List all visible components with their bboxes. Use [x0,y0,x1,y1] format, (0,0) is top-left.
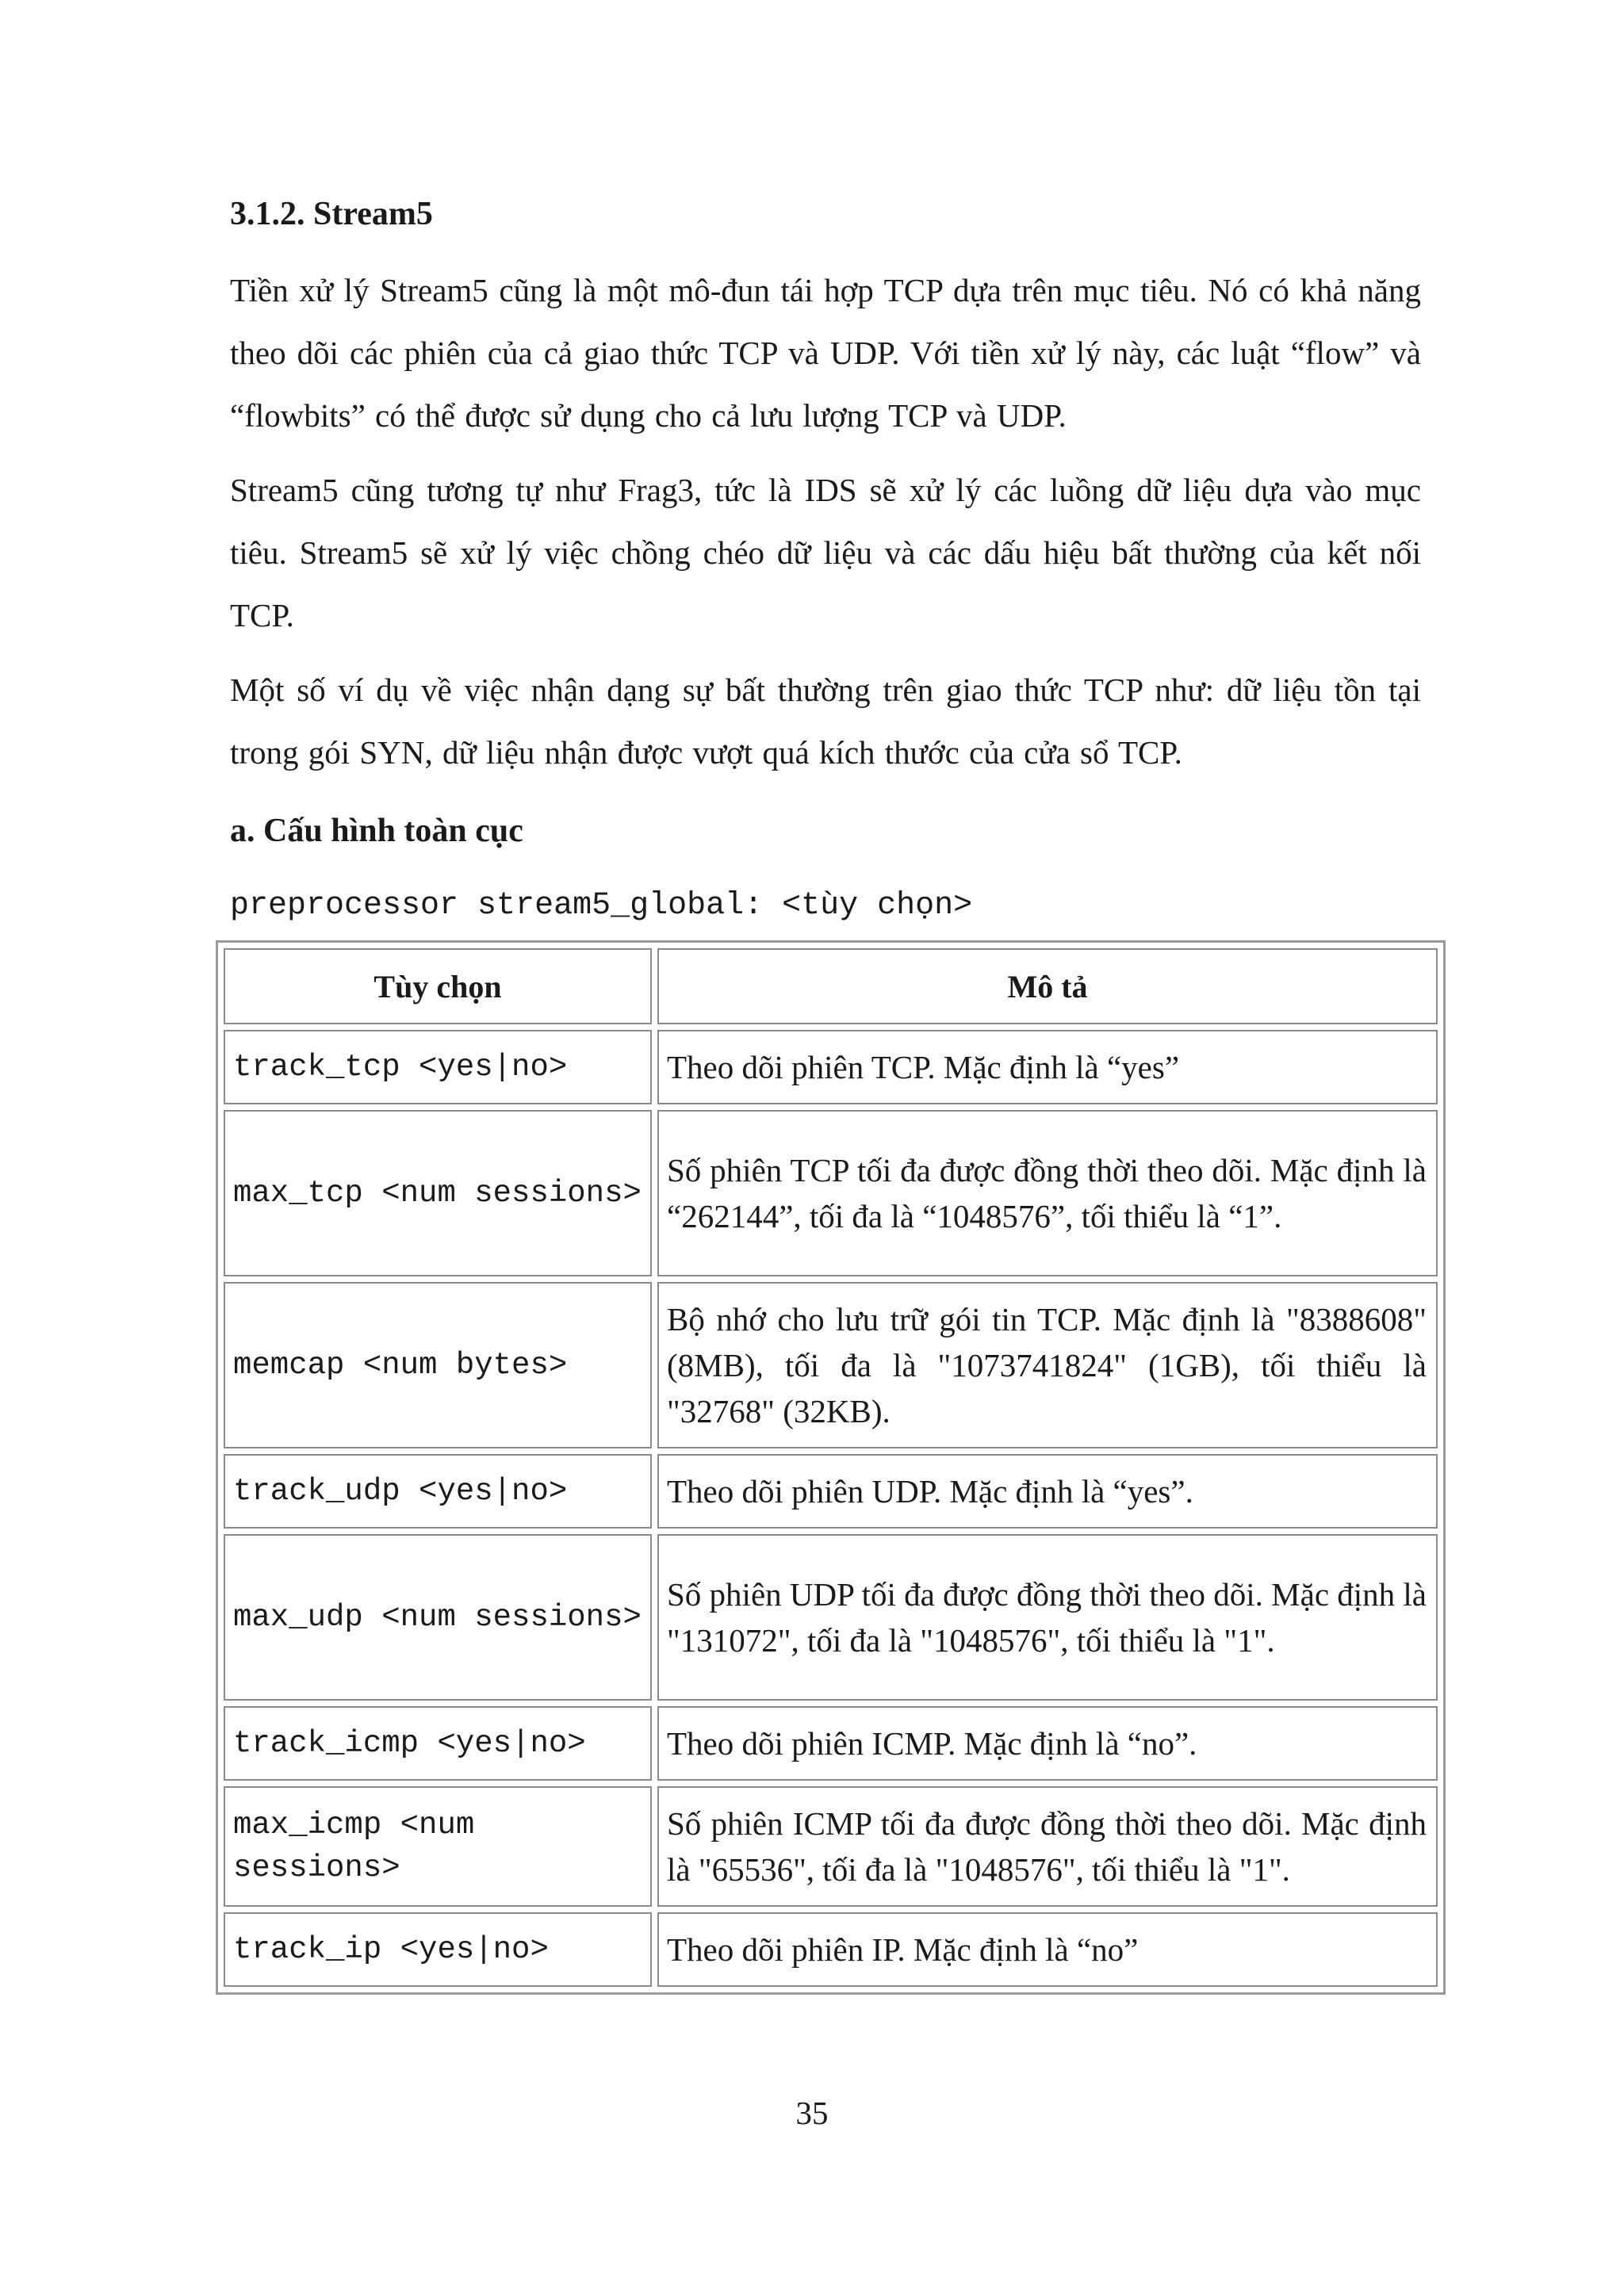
page-number: 35 [795,2095,829,2131]
subsection-heading: a. Cấu hình toàn cục [230,813,523,849]
table-row [224,1534,1438,1701]
option-cell: max_icmp <num sessions> [224,1786,652,1907]
header-description: Mô tả [657,948,1438,1024]
option-cell: track_ip <yes|no> [224,1912,652,1987]
examples-paragraph: Một số ví dụ về việc nhận dạng sự bất thường trên giao thức TCP như: dữ liệu tồn tại trong gói SYN, dữ liệu nhận được vượt quá kích thước của cửa sổ TCP. [230,672,1421,771]
option-cell: track_udp <yes|no> [224,1454,652,1529]
header-option: Tùy chọn [224,948,652,1024]
options-table [216,940,1446,1995]
description-cell: Số phiên TCP tối đa được đồng thời theo dõi. Mặc định là “262144”, tối đa là “1048576”, tối thiểu là “1”. [657,1110,1438,1276]
description-cell: Theo dõi phiên TCP. Mặc định là “yes” [657,1030,1438,1104]
option-cell: track_icmp <yes|no> [224,1706,652,1781]
config-syntax-code: preprocessor stream5_global: <tùy chọn> [230,888,973,924]
option-cell: max_tcp <num sessions> [224,1110,652,1276]
table-header-row [224,948,1438,1024]
option-cell: track_tcp <yes|no> [224,1030,652,1104]
intro-paragraph: Tiền xử lý Stream5 cũng là một mô-đun tái hợp TCP dựa trên mục tiêu. Nó có khả năng theo dõi các phiên của cả giao thức TCP và UDP. Với tiền xử lý này, các luật “flow” và “flowbits” có thể được sử dụng cho cả lưu lượng TCP và UDP. [230,272,1421,434]
option-cell: memcap <num bytes> [224,1282,652,1448]
option-cell: max_udp <num sessions> [224,1534,652,1701]
description-cell: Bộ nhớ cho lưu trữ gói tin TCP. Mặc định là "8388608" (8MB), tối đa là "1073741824" (1GB), tối thiểu là "32768" (32KB). [657,1282,1438,1448]
table-row [224,1030,1438,1104]
description-cell: Theo dõi phiên IP. Mặc định là “no” [657,1912,1438,1987]
description-cell: Theo dõi phiên ICMP. Mặc định là “no”. [657,1706,1438,1781]
table-row [224,1282,1438,1448]
description-cell: Số phiên ICMP tối đa được đồng thời theo dõi. Mặc định là "65536", tối đa là "1048576", tối thiểu là "1". [657,1786,1438,1907]
table-row [224,1454,1438,1529]
table-row [224,1786,1438,1907]
stream5-paragraph: Stream5 cũng tương tự như Frag3, tức là IDS sẽ xử lý các luồng dữ liệu dựa vào mục tiêu. Stream5 sẽ xử lý việc chồng chéo dữ liệu và các dấu hiệu bất thường của kết nối TCP. [230,472,1421,633]
table-row [224,1110,1438,1276]
description-cell: Theo dõi phiên UDP. Mặc định là “yes”. [657,1454,1438,1529]
section-heading: 3.1.2. Stream5 [230,196,433,232]
table-row [224,1706,1438,1781]
description-cell: Số phiên UDP tối đa được đồng thời theo dõi. Mặc định là "131072", tối đa là "1048576", tối thiểu là "1". [657,1534,1438,1701]
table-row [224,1912,1438,1987]
